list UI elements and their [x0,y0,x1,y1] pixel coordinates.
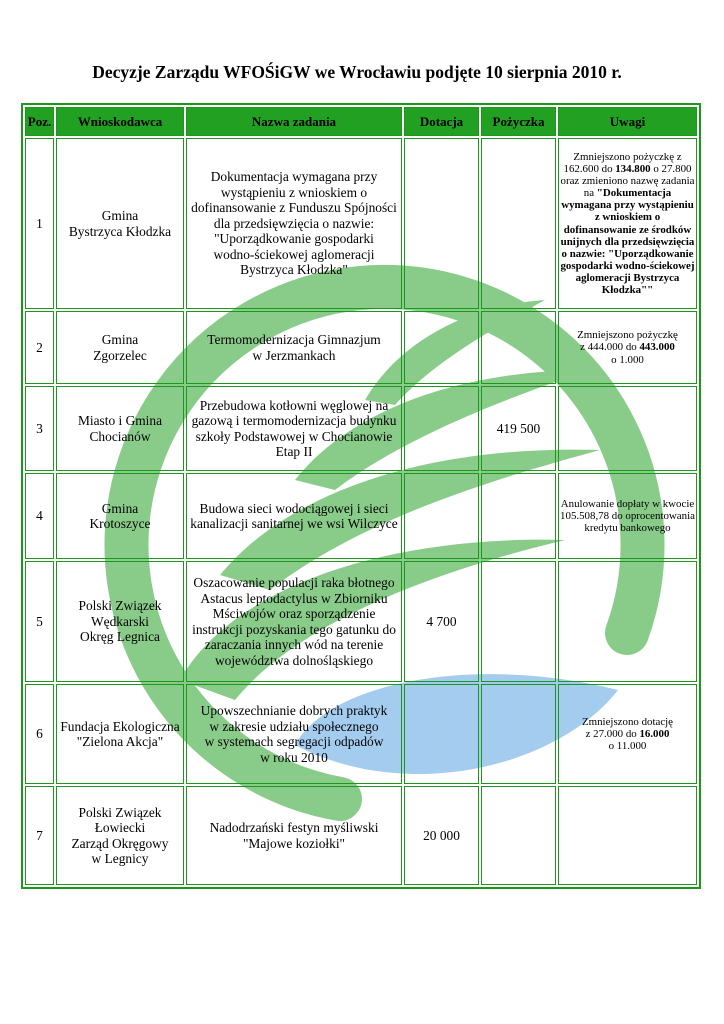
cell-wnioskodawca [56,386,184,471]
text-line [559,284,696,296]
cell-value: 1 [36,215,43,231]
text-line: Zgorzelec [93,347,147,363]
cell-uwagi [558,311,697,384]
text-line: w roku 2010 [260,749,328,765]
header-wnioskodawca: Wnioskodawca [56,107,184,136]
text-line: kanalizacji sanitarnej we wsi Wilczyce [190,516,398,531]
page-title: Decyzje Zarządu WFOŚiGW we Wrocławiu podjęte 10 sierpnia 2010 r. [92,62,622,82]
text-line: Bystrzyca Kłodzka [68,223,172,239]
text-line: instrukcji pozyskania tego gatunku do [192,621,396,637]
cell-uwagi [558,138,697,309]
text-line: Termomodernizacja Gimnazjum [207,332,381,347]
text-line: Bystrzyca Kłodzka" [240,262,348,278]
text-line: dofinansowanie z Funduszu Spójności [191,200,397,216]
table-row [25,561,697,682]
decisions-table [21,103,701,889]
bold-text-segment: 16.000 [639,727,670,740]
cell-pozyczka [481,138,556,309]
bold-text-segment: wymagana przy wystąpieniu [561,199,694,212]
text-line: 105.508,78 do oprocentowania [560,509,695,522]
text-line: zaraczania innych wód na terenie [204,637,384,652]
bold-text-segment: 134.800 [615,163,651,176]
cell-nazwa-zadania [186,684,402,784]
text-line: w systemach segregacji odpadów [204,734,384,749]
bold-text-segment: aglomeracji Bystrzyca [575,271,680,284]
text-line: kredytu bankowego [584,522,671,535]
text-line: Polski Związek [78,804,162,820]
text-line [559,236,696,248]
cell-dotacja [404,386,479,471]
table-row [25,473,697,559]
text-line [559,224,696,236]
text-line: Okręg Legnica [80,629,160,645]
bold-text-segment: o nazwie: "Uporządkowanie [561,247,694,260]
text-line: Polski Związek [78,598,162,614]
cell-uwagi [558,684,697,784]
cell-uwagi [558,386,697,471]
table-header-row [25,107,697,136]
text-segment: na [583,187,597,200]
header-nazwa-zadania: Nazwa zadania [186,107,402,136]
text-line [559,187,696,199]
table-row [25,684,697,784]
table-row [25,138,697,309]
text-segment: 162.600 do [563,163,616,176]
cell-nazwa-zadania [186,473,402,559]
cell-value: 3 [36,420,43,436]
table-row [25,786,697,885]
cell-pozyczka [481,786,556,885]
cell-value: 5 [36,613,43,629]
table-row [25,386,697,471]
cell-wnioskodawca [56,138,184,309]
text-line: Anulowanie dopłaty w kwocie [560,497,695,510]
cell-wnioskodawca [56,786,184,885]
cell-uwagi [558,561,697,682]
text-line: Zmniejszono pożyczkę z [573,150,682,163]
cell-value: 6 [36,726,43,742]
cell-pozyczka [481,561,556,682]
cell-value: 419 500 [496,420,541,436]
cell-nazwa-zadania [186,561,402,682]
cell-wnioskodawca [56,311,184,384]
text-line [559,260,696,272]
cell-poz [25,473,54,559]
cell-nazwa-zadania [186,311,402,384]
text-line: Etap II [275,444,313,459]
text-line: "Zielona Akcja" [76,734,164,749]
text-segment: o 27.800 [650,163,692,176]
text-line [559,199,696,211]
cell-dotacja [404,138,479,309]
cell-poz [25,684,54,784]
text-line: Fundacja Ekologiczna [60,718,180,734]
text-line: Dokumentacja wymagana przy [210,169,378,185]
cell-nazwa-zadania [186,138,402,309]
bold-text-segment: 443.000 [639,341,675,354]
text-line: Krotoszyce [89,516,151,531]
text-line: Mściwojów oraz sporządzenie [212,606,376,621]
cell-value: 20 000 [423,827,460,843]
text-line: Wędkarski [90,613,149,629]
text-line: szkoły Podstawowej w Chocianowie [195,428,393,444]
text-line: Budowa sieci wodociągowej i sieci [199,500,389,516]
text-line: Gmina [101,208,139,223]
text-segment: z 444.000 do [580,341,640,354]
text-line: Gmina [101,500,139,516]
cell-poz [25,138,54,309]
cell-value: 7 [36,827,43,843]
text-line [559,272,696,284]
text-line: o 1.000 [611,353,644,366]
bold-text-segment: z wnioskiem o [594,211,661,224]
text-line: Gmina [101,332,139,347]
text-line: Miasto i Gmina [77,413,163,428]
bold-text-segment: "Dokumentacja [596,187,672,200]
cell-dotacja [404,561,479,682]
text-line [559,163,696,175]
cell-wnioskodawca [56,684,184,784]
text-line [559,248,696,260]
cell-pozyczka [481,684,556,784]
text-line: Zmniejszono dotację [581,715,674,728]
cell-value: 2 [36,339,43,355]
cell-wnioskodawca [56,561,184,682]
cell-dotacja [404,786,479,885]
cell-uwagi [558,473,697,559]
cell-pozyczka [481,311,556,384]
cell-value: 4 700 [426,613,457,629]
text-line: Astacus leptodactylus w Zbiorniku [200,590,388,606]
cell-pozyczka [481,386,556,471]
header-pozyczka: Pożyczka [481,107,556,136]
cell-value: 4 [36,508,43,524]
bold-text-segment: unijnych dla przedsięwzięcia [560,235,695,248]
text-line: o 11.000 [608,740,647,753]
text-line: w Jerzmankach [252,347,336,363]
text-segment: z 27.000 do [585,727,640,740]
cell-poz [25,786,54,885]
cell-nazwa-zadania [186,386,402,471]
text-line: w zakresie udziału społecznego [209,718,379,734]
text-line: dla przedsięwzięcia o nazwie: [213,215,375,231]
text-line: Upowszechnianie dobrych praktyk [200,703,388,718]
table-body [25,138,697,885]
cell-poz [25,386,54,471]
cell-dotacja [404,311,479,384]
text-line: Przebudowa kotłowni węglowej na [199,397,389,413]
bold-text-segment: dofinansowanie ze środków [563,223,692,236]
text-line: Oszacowanie populacji raka błotnego [193,575,395,590]
text-line: wodno-ściekowej aglomeracji [213,246,375,262]
cell-nazwa-zadania [186,786,402,885]
text-line: Zarząd Okręgowy [71,835,169,851]
text-line: województwa dolnośląskiego [214,652,374,668]
header-uwagi: Uwagi [558,107,697,136]
cell-pozyczka [481,473,556,559]
header-poz: Poz. [25,107,54,136]
text-line [559,728,696,740]
text-line: oraz zmieniono nazwę zadania [560,175,695,188]
table-row [25,311,697,384]
text-line: Łowiecki [94,820,146,835]
text-line: wystąpieniu z wnioskiem o [220,184,368,200]
text-line: Nadodrzański festyn myśliwski [209,820,379,835]
text-line: "Majowe koziołki" [242,835,346,851]
cell-poz [25,311,54,384]
text-line: "Uporządkowanie gospodarki [214,231,374,247]
text-line: Chocianów [89,428,151,444]
bold-text-segment: Kłodzka"" [601,283,654,296]
text-line: Zmniejszono pożyczkę [577,329,678,342]
text-line: gazową i termomodernizacja budynku [191,413,397,428]
header-dotacja: Dotacja [404,107,479,136]
cell-uwagi [558,786,697,885]
bold-text-segment: gospodarki wodno-ściekowej [560,259,695,272]
text-line [559,341,696,353]
text-line [559,211,696,223]
cell-dotacja [404,473,479,559]
text-line: w Legnicy [91,851,149,866]
cell-wnioskodawca [56,473,184,559]
cell-dotacja [404,684,479,784]
cell-poz [25,561,54,682]
